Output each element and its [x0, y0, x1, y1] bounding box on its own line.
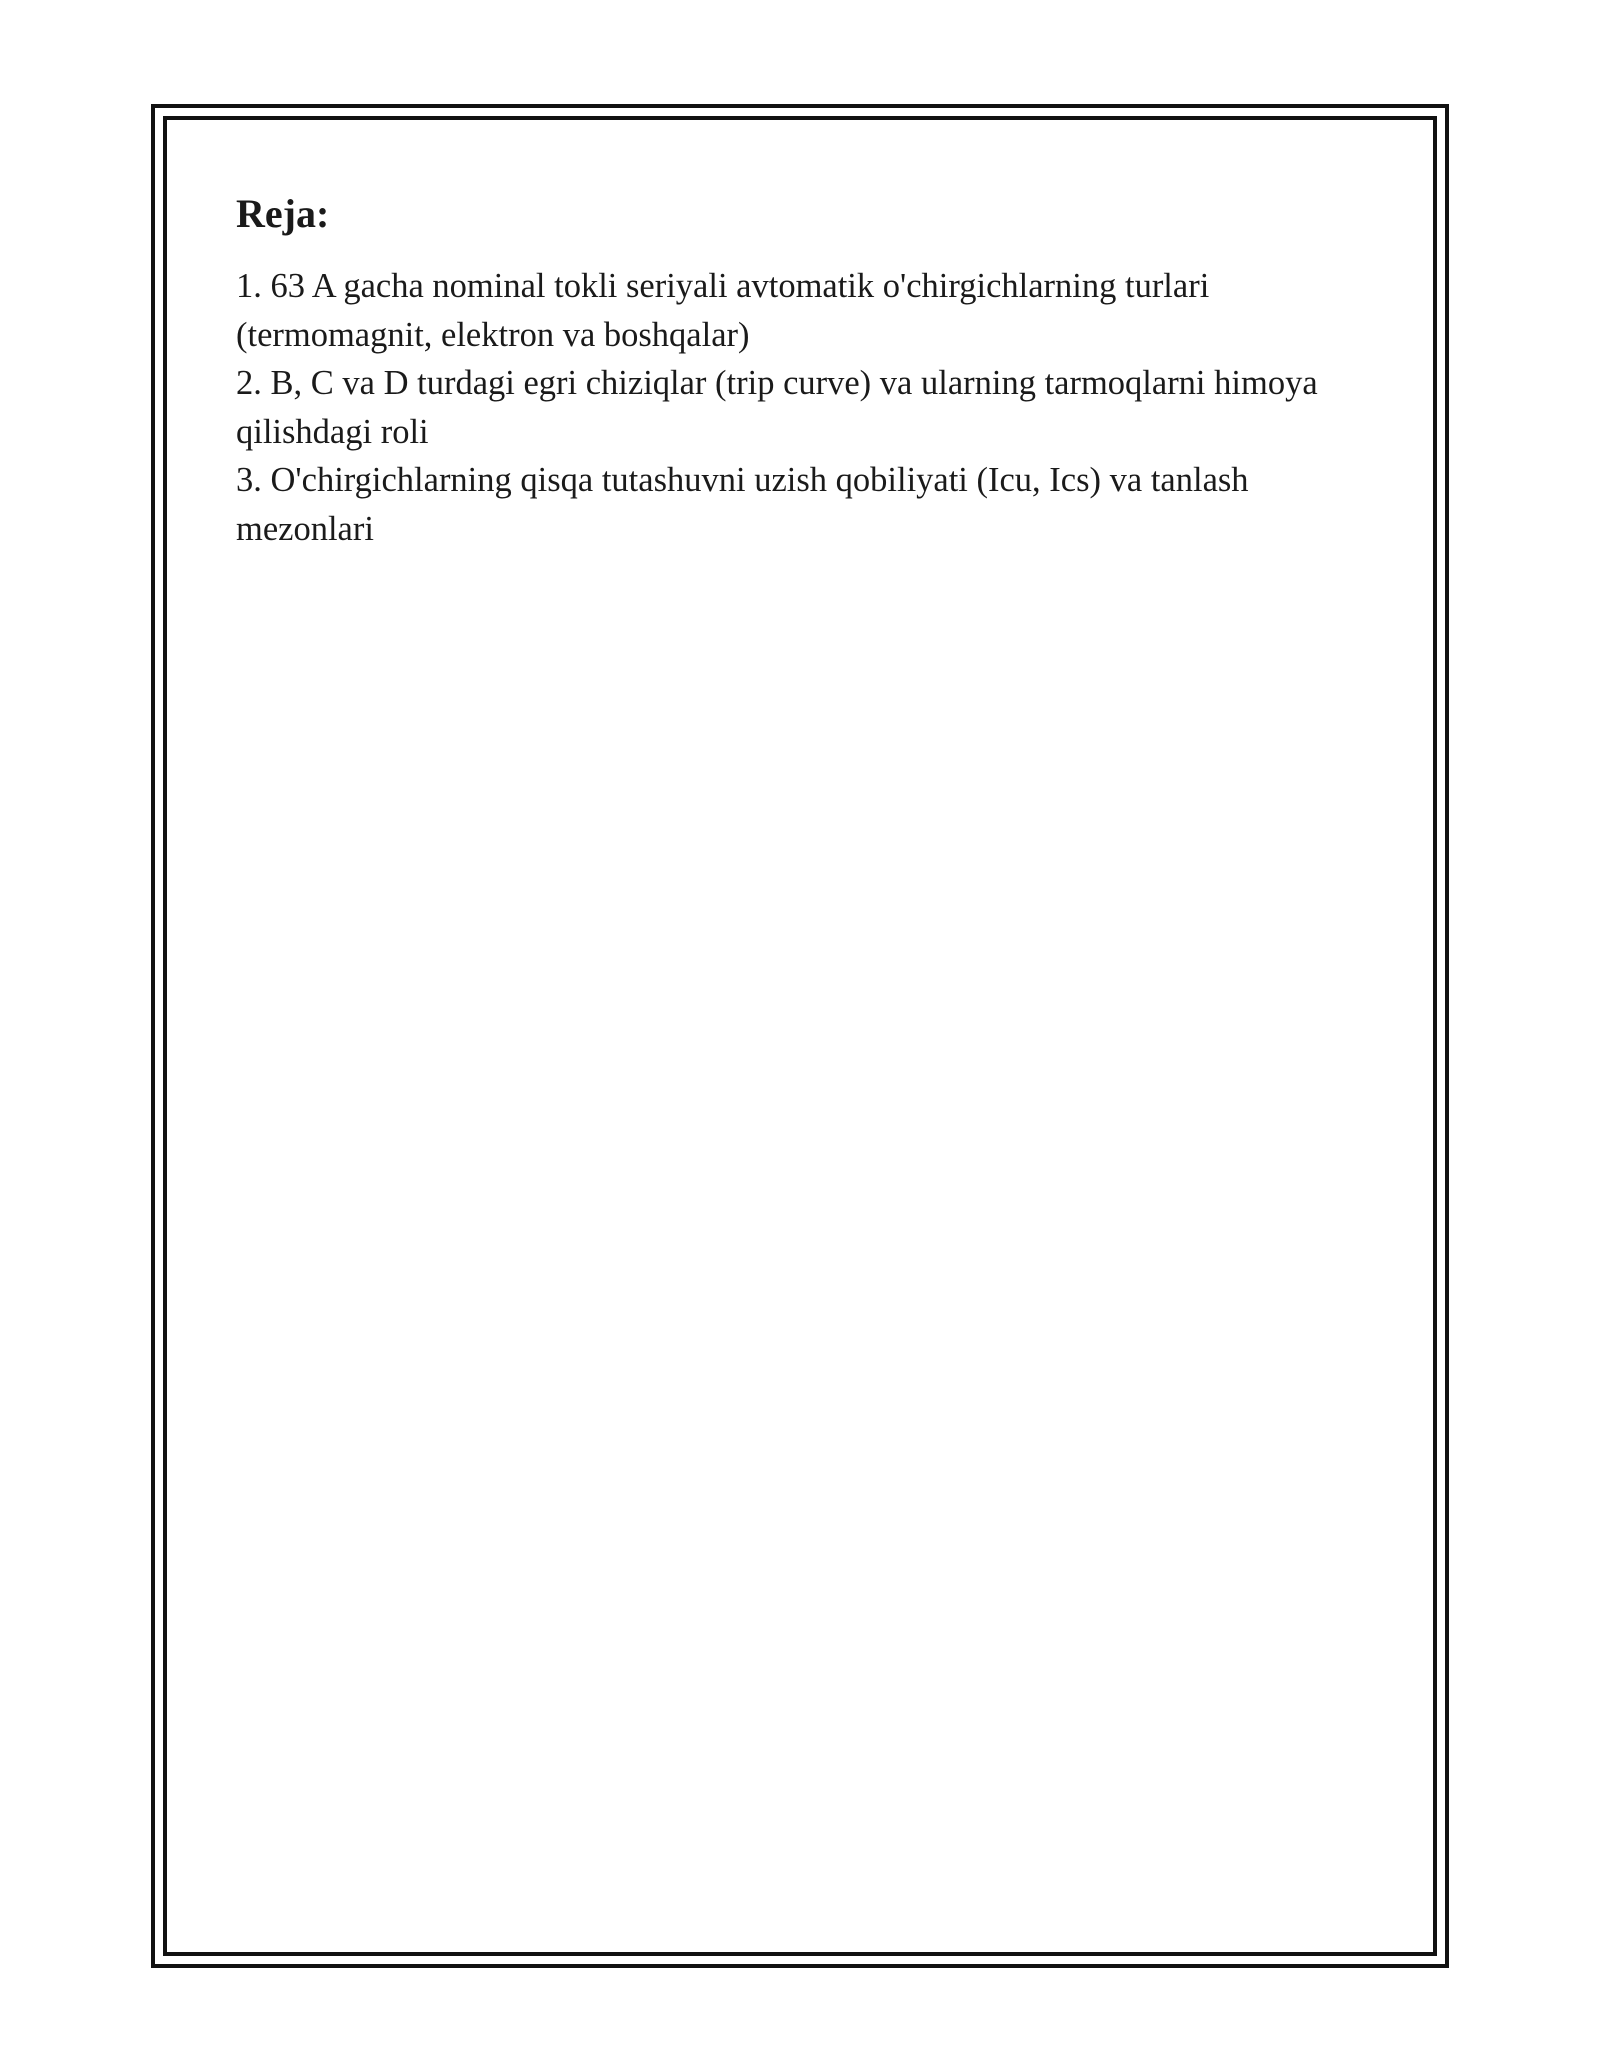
plan-list [236, 262, 1346, 553]
plan-item-3: 3. O'chirgichlarning qisqa tutashuvni uzish qobiliyati (Icu, Ics) va tanlash mezonlari [236, 461, 1249, 548]
page-content [236, 186, 1346, 553]
plan-item-2: 2. B, C va D turdagi egri chiziqlar (trip curve) va ularning tarmoqlarni himoya qilishdagi roli [236, 364, 1318, 451]
plan-heading: Reja: [236, 191, 330, 236]
plan-item-1: 1. 63 A gacha nominal tokli seriyali avtomatik o'chirgichlarning turlari (termomagnit, elektron va boshqalar) [236, 267, 1210, 354]
